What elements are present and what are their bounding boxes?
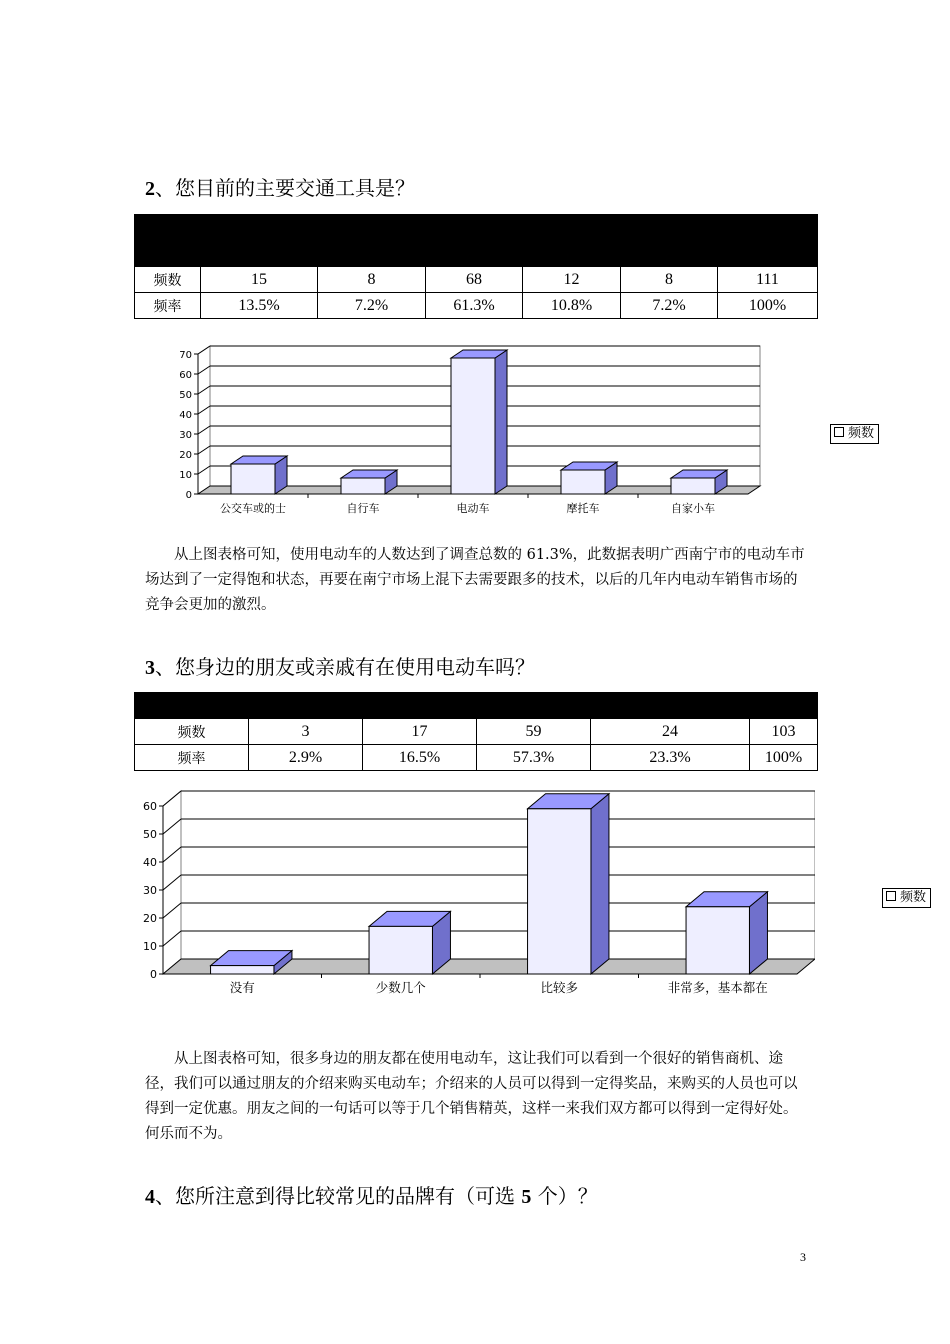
q3-cell: 16.5% — [363, 745, 477, 771]
q3-paragraph: 从上图表格可知，很多身边的朋友都在使用电动车，这让我们可以看到一个很好的销售商机、途径，我们可以通过朋友的介绍来购买电动车；介绍来的人员可以得到一定得奖品，来购买的人员也可以得到一定优惠。朋友之间的一句话可以等于几个销售精英，这样一来我们双方都可以得到一定得好处。何乐而不为。 — [145, 1051, 798, 1142]
table-row — [135, 267, 818, 293]
bar-side — [591, 794, 609, 974]
q3-cell: 59 — [477, 719, 591, 745]
q2-cell: 7.2% — [318, 293, 426, 319]
q2-table — [134, 214, 818, 319]
q3-row-label: 频率 — [135, 745, 249, 771]
x-category-label: 比较多 — [540, 980, 579, 995]
q4-text-b: 个）？ — [531, 1184, 598, 1208]
q3-cell: 57.3% — [477, 745, 591, 771]
y-tick-label: 60 — [179, 370, 192, 381]
y-tick-label: 0 — [150, 968, 157, 981]
q3-text: 、您身边的朋友或亲戚有在使用电动车吗？ — [155, 655, 535, 679]
q2-chart-legend — [830, 424, 879, 444]
q3-legend-label: 频数 — [900, 890, 927, 905]
x-category-label: 自行车 — [346, 502, 380, 515]
x-category-label: 非常多，基本都在 — [667, 980, 768, 995]
q2-legend-label: 频数 — [848, 426, 875, 441]
q2-cell: 111 — [718, 267, 818, 293]
bar — [341, 478, 385, 494]
bar — [369, 926, 432, 974]
q3-cell: 103 — [750, 719, 818, 745]
q3-cell: 3 — [249, 719, 363, 745]
y-tick-label: 20 — [179, 450, 192, 461]
table-row — [135, 719, 818, 745]
q2-cell: 68 — [426, 267, 523, 293]
q3-cell: 2.9% — [249, 745, 363, 771]
x-category-label: 自家小车 — [671, 502, 715, 515]
bar — [671, 478, 715, 494]
q3-bar-chart — [135, 785, 815, 1000]
q2-cell: 12 — [523, 267, 621, 293]
bar — [231, 464, 275, 494]
x-category-label: 少数几个 — [375, 980, 426, 995]
q2-row-label: 频数 — [135, 267, 201, 293]
q4-number: 4 — [145, 1186, 155, 1208]
q2-bar-chart — [170, 335, 780, 520]
q2-cell: 10.8% — [523, 293, 621, 319]
legend-swatch — [886, 891, 896, 901]
x-category-label: 电动车 — [456, 502, 490, 515]
y-tick-label: 40 — [143, 856, 157, 869]
q2-cell: 61.3% — [426, 293, 523, 319]
y-tick-label: 10 — [179, 470, 192, 481]
bar-side — [495, 350, 507, 494]
q4-title — [145, 1180, 598, 1209]
y-tick-label: 30 — [143, 884, 157, 897]
table-row — [135, 745, 818, 771]
y-tick-label: 10 — [143, 940, 157, 953]
x-category-label: 没有 — [229, 980, 255, 995]
y-tick-label: 40 — [179, 410, 192, 421]
table-row — [135, 293, 818, 319]
q2-cell: 8 — [318, 267, 426, 293]
bar — [211, 966, 274, 974]
q3-table — [134, 692, 818, 771]
q3-cell: 24 — [591, 719, 750, 745]
y-tick-label: 70 — [179, 350, 192, 361]
y-tick-label: 30 — [179, 430, 192, 441]
q3-table-header — [135, 693, 818, 719]
x-category-label: 摩托车 — [566, 502, 600, 515]
q3-cell: 100% — [750, 745, 818, 771]
q4-text-a: 、您所注意到得比较常见的品牌有（可选 — [155, 1184, 522, 1208]
y-tick-label: 0 — [185, 490, 192, 501]
q2-paragraph: 从上图表格可知，使用电动车的人数达到了调查总数的 61.3%，此数据表明广西南宁市的电动车市场达到了一定得饱和状态，再要在南宁市场上混下去需要跟多的技术，以后的几年内电动车销售市场的竞争会更加的激烈。 — [145, 547, 805, 613]
q3-cell: 23.3% — [591, 745, 750, 771]
q2-row-label: 频率 — [135, 293, 201, 319]
page-number: 3 — [800, 1250, 806, 1264]
q3-cell: 17 — [363, 719, 477, 745]
q2-cell: 8 — [621, 267, 718, 293]
bar — [528, 809, 591, 974]
y-tick-label: 20 — [143, 912, 157, 925]
x-category-label: 公交车或的士 — [220, 502, 286, 515]
q2-cell: 13.5% — [201, 293, 318, 319]
q3-title — [145, 651, 535, 680]
q2-cell: 15 — [201, 267, 318, 293]
y-tick-label: 50 — [179, 390, 192, 401]
q2-text: 、您目前的主要交通工具是？ — [155, 176, 415, 200]
q4-bold-count: 5 — [521, 1186, 532, 1208]
q2-cell: 100% — [718, 293, 818, 319]
y-tick-label: 60 — [143, 800, 157, 813]
q2-cell: 7.2% — [621, 293, 718, 319]
legend-swatch — [834, 427, 844, 437]
side-wall — [198, 346, 210, 494]
q2-title — [145, 172, 415, 201]
bar — [686, 907, 749, 974]
bar — [561, 470, 605, 494]
q2-number: 2 — [145, 178, 155, 200]
q2-table-header — [135, 215, 818, 267]
bar — [451, 358, 495, 494]
q3-row-label: 频数 — [135, 719, 249, 745]
y-tick-label: 50 — [143, 828, 157, 841]
q3-chart-legend — [882, 888, 931, 908]
q3-number: 3 — [145, 657, 155, 679]
